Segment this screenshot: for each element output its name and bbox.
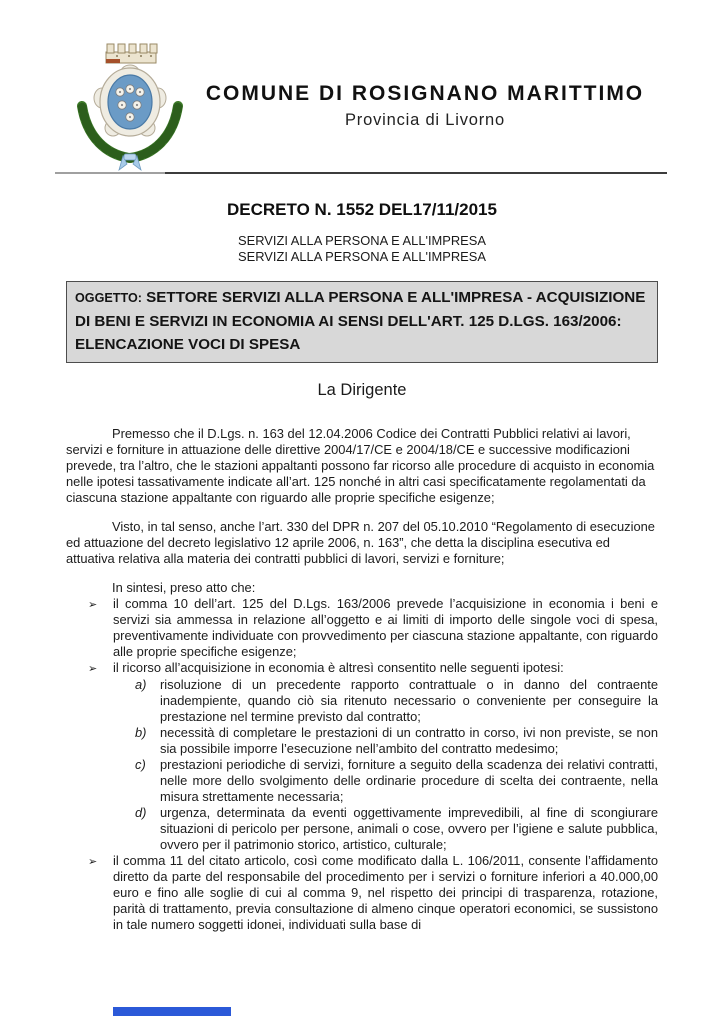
list-intro-line: In sintesi, preso atto che: bbox=[112, 580, 256, 595]
list-item-text: il ricorso all’acquisizione in economia è altresì consentito nelle seguenti ipotesi: bbox=[113, 660, 564, 675]
list-item bbox=[66, 660, 658, 677]
letterhead bbox=[188, 82, 662, 130]
paragraph-premesso: Premesso che il D.Lgs. n. 163 del 12.04.2006 Codice dei Contratti Pubblici relativi ai lavori, servizi e forniture in attuazione delle direttive 2004/17/CE e 2004/18/CE e successive modificazioni prevede, tra l’altro, che le stazioni appaltanti possono far ricorso alle procedure di acquisto in economia nelle ipotesi tassativamente indicate all’art. 125 nonché in altri casi specificatamente regolamentati da ciascuna stazione appaltante con riguardo alle proprie specifiche esigenze; bbox=[66, 426, 655, 505]
document-body bbox=[66, 200, 658, 933]
sub-item-marker: d) bbox=[135, 805, 147, 820]
sub-list-item bbox=[135, 805, 658, 853]
municipality-name: COMUNE DI ROSIGNANO MARITTIMO bbox=[205, 82, 645, 105]
subject-label: OGGETTO: bbox=[75, 291, 142, 305]
sub-item-marker: c) bbox=[135, 757, 146, 772]
department-line-2: SERVIZI ALLA PERSONA E ALL'IMPRESA bbox=[238, 248, 486, 264]
shield bbox=[94, 65, 166, 136]
sub-item-text: risoluzione di un precedente rapporto contrattuale o in danno del contraente inadempiente, quando ciò sia ritenuto necessario o conveniente per conseguire la prestazione nel termine previsto dal contratto; bbox=[160, 677, 658, 724]
list-item bbox=[66, 596, 658, 660]
subject-box bbox=[66, 281, 658, 363]
arrow-bullet-icon: ➢ bbox=[88, 599, 98, 611]
list-item-text: il comma 11 del citato articolo, così come modificato dalla L. 106/2011, consente l’affidamento diretto da parte del responsabile del procedimento per i servizi o forniture inferiori a 40.000,00 euro e fino alle soglie di cui al comma 9, nel rispetto dei principi di trasparenza, rotazione, parità di trattamento, previa consultazione di almeno cinque operatori economici, se sussistono in tale numero soggetti idonei, individuati sulla base di bbox=[113, 853, 658, 932]
province-name: Provincia di Livorno bbox=[345, 111, 505, 129]
signatory-role-title: La Dirigente bbox=[317, 381, 407, 399]
list-item-text: il comma 10 dell’art. 125 del D.Lgs. 163/2006 prevede l’acquisizione in economia i beni e servizi sia ammessa in relazione all’oggetto e ai limiti di importo delle singole voci di spesa, preventivamente individuate con provvedimento per ciascuna stazione appaltante, con riguardo alle proprie specifiche esigenze; bbox=[113, 596, 658, 659]
sub-item-marker: a) bbox=[135, 677, 147, 692]
sub-item-text: necessità di completare le prestazioni di un contratto in corso, ivi non previste, se non sia possibile imporre l’esecuzione nell’ambito del contratto medesimo; bbox=[160, 725, 658, 756]
subject-text: SETTORE SERVIZI ALLA PERSONA E ALL'IMPRESA - ACQUISIZIONE DI BENI E SERVIZI IN ECONOMIA AI SENSI DELL'ART. 125 D.LGS. 163/2006: ELENCAZIONE VOCI DI SPESA bbox=[75, 289, 646, 353]
sub-item-marker: b) bbox=[135, 725, 147, 740]
sub-list-item bbox=[135, 757, 658, 805]
list-item bbox=[66, 853, 658, 933]
department-line-1: SERVIZI ALLA PERSONA E ALL'IMPRESA bbox=[238, 233, 486, 248]
sub-item-text: urgenza, determinata da eventi oggettivamente imprevedibili, al fine di scongiurare situazioni di pericolo per persone, animali o cose, ovvero per l’igiene e salute pubblica, ovvero per il patrimonio storico, artistico, culturale; bbox=[160, 805, 658, 852]
header-divider bbox=[55, 172, 667, 174]
footer-blue-bar bbox=[113, 1007, 231, 1016]
sub-list-item bbox=[135, 677, 658, 725]
municipal-coat-of-arms-icon bbox=[73, 36, 187, 172]
crown bbox=[106, 44, 157, 63]
sub-item-text: prestazioni periodiche di servizi, forniture a seguito della scadenza dei relativi contratti, nelle more dello svolgimento delle ordinarie procedure di scelta dei contraente, nella misura strettamente necessaria; bbox=[160, 757, 658, 804]
arrow-bullet-icon: ➢ bbox=[88, 856, 98, 868]
arrow-bullet-icon: ➢ bbox=[88, 663, 98, 675]
sub-list-item bbox=[135, 725, 658, 757]
decree-title: DECRETO N. 1552 DEL17/11/2015 bbox=[227, 200, 497, 219]
paragraph-visto: Visto, in tal senso, anche l’art. 330 del DPR n. 207 del 05.10.2010 “Regolamento di esecuzione ed attuazione del decreto legislativo 12 aprile 2006, n. 163”, che detta la disciplina esecutiva ed attuativa relativa alla materia dei contratti pubblici di lavori, servizi e forniture; bbox=[66, 519, 655, 566]
